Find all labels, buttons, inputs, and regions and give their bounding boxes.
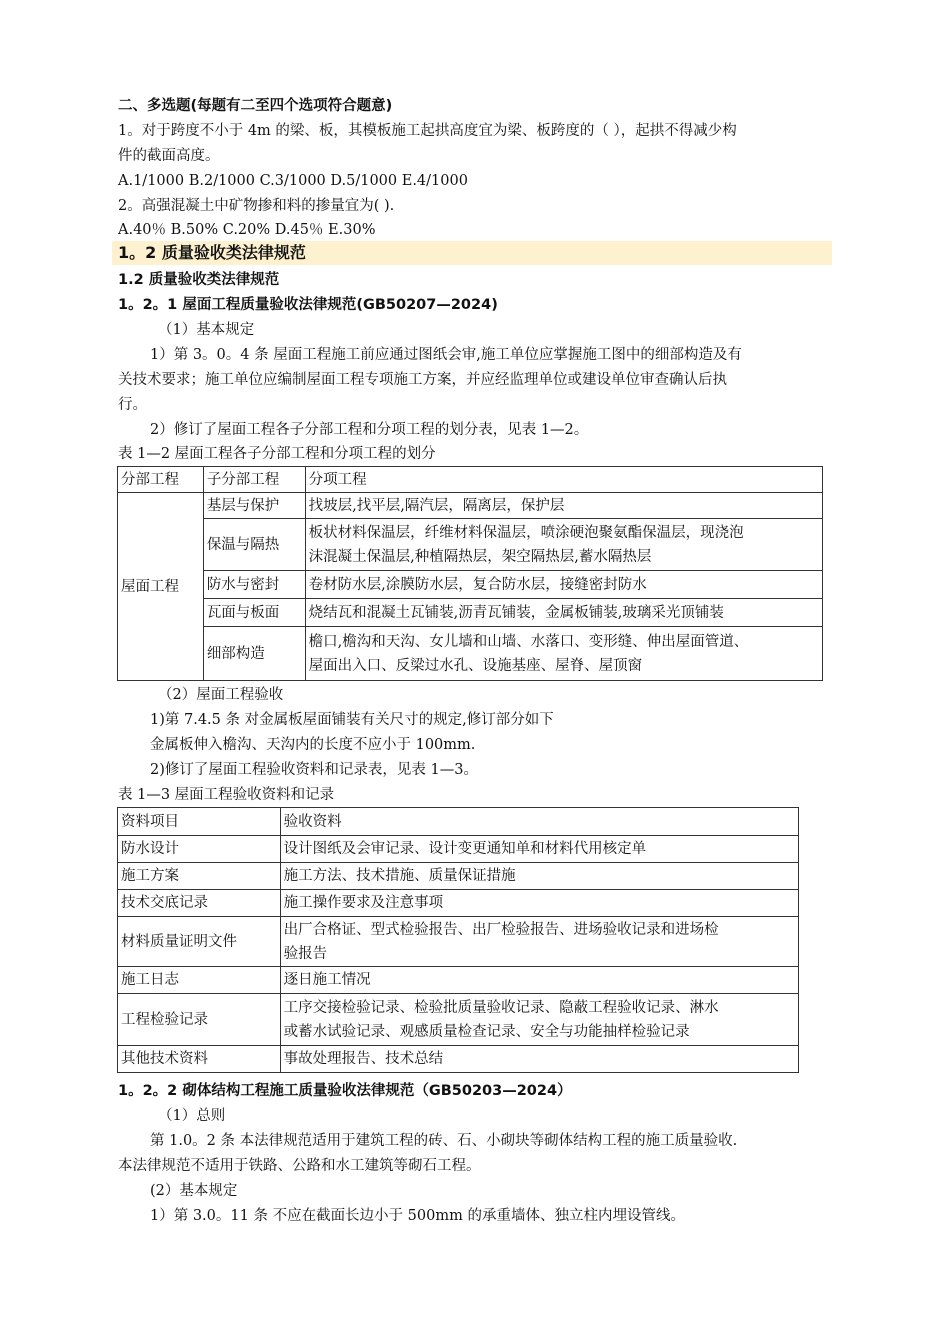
basic-rules-2-heading: (2）基本规定 [150, 1183, 238, 1199]
table-header-cell: 验收资料 [280, 808, 798, 836]
record-item-cell: 施工方案 [118, 863, 281, 890]
paragraph-6: 1）第 3.0。11 条 不应在截面长边小于 500mm 的承重墙体、独立柱内埋设管线。 [150, 1208, 685, 1224]
question-2-options: A.40％ B.50% C.20% D.45％ E.30% [118, 222, 376, 238]
record-content-cell [280, 967, 798, 994]
table-row [118, 627, 823, 681]
content-line: 逐日施工情况 [283, 972, 371, 988]
section-highlight-title: 1。2 质量验收类法律规范 [118, 243, 306, 262]
record-content-cell [280, 917, 798, 967]
record-item-cell: 工程检验记录 [118, 994, 281, 1046]
record-content-cell [280, 1046, 798, 1073]
item-line: 烧结瓦和混凝土瓦铺装,沥青瓦铺装，金属板铺装,玻璃采光顶铺装 [308, 604, 724, 621]
record-content-cell [280, 836, 798, 863]
question-1-text: 1。对于跨度不小于 4m 的梁、板，其模板施工起拱高度宜为梁、板跨度的（ ），起拱不得减少构 [118, 123, 737, 139]
paragraph-5-line-1: 第 1.0。2 条 本法律规范适用于建筑工程的砖、石、小砌块等砌体结构工程的施工质量验收. [150, 1133, 738, 1149]
table-row [118, 967, 799, 994]
record-content-cell [280, 863, 798, 890]
content-line: 事故处理报告、技术总结 [283, 1051, 444, 1067]
paragraph-1-line-3: 行。 [118, 397, 147, 413]
sub-division-cell: 细部构造 [203, 627, 305, 681]
item-line: 屋面出入口、反梁过水孔、设施基座、屋脊、屋顶窗 [308, 657, 643, 674]
item-line: 檐口,檐沟和天沟、女儿墙和山墙、水落口、变形缝、伸出屋面管道、 [308, 633, 749, 650]
item-cell [305, 493, 822, 519]
paragraph-3-line-1: 1)第 7.4.5 条 对金属板屋面铺装有关尺寸的规定,修订部分如下 [150, 712, 554, 728]
division-cell: 屋面工程 [118, 493, 204, 681]
table-row [118, 836, 799, 863]
record-item-cell: 施工日志 [118, 967, 281, 994]
paragraph-4: 2)修订了屋面工程验收资料和记录表，见表 1—3。 [150, 762, 478, 778]
item-cell [305, 571, 822, 599]
section-title: 1.2 质量验收类法律规范 [118, 272, 280, 288]
content-line: 出厂合格证、型式检验报告、出厂检验报告、进场验收记录和进场检 [283, 921, 719, 938]
paragraph-5-line-2: 本法律规范不适用于铁路、公路和水工建筑等砌石工程。 [118, 1158, 481, 1174]
sub-division-cell: 防水与密封 [203, 571, 305, 599]
item-line: 找坡层,找平层,隔汽层，隔离层，保护层 [308, 497, 565, 514]
paragraph-3-line-2: 金属板伸入檐沟、天沟内的长度不应小于 100mm. [150, 737, 476, 753]
sub-division-cell: 基层与保护 [203, 493, 305, 519]
table-row [118, 519, 823, 571]
table-header-cell: 分项工程 [305, 467, 822, 493]
table-header-cell: 子分部工程 [203, 467, 305, 493]
record-item-cell: 防水设计 [118, 836, 281, 863]
content-line: 施工操作要求及注意事项 [283, 895, 444, 911]
multi-choice-heading: 二、多选题(每题有二至四个选项符合题意) [118, 98, 393, 114]
table-row [118, 599, 823, 627]
item-line: 沫混凝土保温层,种植隔热层，架空隔热层,蓄水隔热层 [308, 548, 652, 565]
content-line: 施工方法、技术措施、质量保证措施 [283, 868, 516, 884]
item-line: 卷材防水层,涂膜防水层，复合防水层，接缝密封防水 [308, 576, 647, 593]
question-2-text: 2。高强混凝土中矿物掺和料的掺量宜为( ). [118, 198, 395, 214]
paragraph-2: 2）修订了屋面工程各子分部工程和分项工程的划分表，见表 1—2。 [150, 422, 589, 438]
paragraph-1-line-2: 关技术要求；施工单位应编制屋面工程专项施工方案，并应经监理单位或建设单位审查确认后执 [118, 372, 727, 388]
table-header-row [118, 467, 823, 493]
general-heading: （1）总则 [158, 1108, 226, 1124]
record-item-cell: 材料质量证明文件 [118, 917, 281, 967]
content-line: 验报告 [283, 945, 328, 962]
content-line: 设计图纸及会审记录、设计变更通知单和材料代用核定单 [283, 841, 647, 857]
paragraph-1-line-1: 1）第 3。0。4 条 屋面工程施工前应通过图纸会审,施工单位应掌握施工图中的细部构造及有 [150, 347, 742, 363]
subsection-2-title: 1。2。2 砌体结构工程施工质量验收法律规范（GB50203—2024） [118, 1083, 572, 1099]
table-row [118, 571, 823, 599]
record-item-cell: 技术交底记录 [118, 890, 281, 917]
content-line: 工序交接检验记录、检验批质量验收记录、隐蔽工程验收记录、淋水 [283, 999, 719, 1016]
table-1-3 [117, 807, 799, 1073]
item-line: 板状材料保温层，纤维材料保温层，喷涂硬泡聚氨酯保温层，现浇泡 [308, 524, 744, 541]
table-row [118, 917, 799, 967]
table-1-3-caption: 表 1—3 屋面工程验收资料和记录 [118, 787, 335, 803]
table-row [118, 994, 799, 1046]
item-cell [305, 627, 822, 681]
table-header-row [118, 808, 799, 836]
record-content-cell [280, 890, 798, 917]
table-row [118, 1046, 799, 1073]
table-header-cell: 资料项目 [118, 808, 281, 836]
record-content-cell [280, 994, 798, 1046]
table-1-2 [117, 466, 823, 681]
table-header-cell: 分部工程 [118, 467, 204, 493]
record-item-cell: 其他技术资料 [118, 1046, 281, 1073]
table-row [118, 890, 799, 917]
question-1-text-cont: 件的截面高度。 [118, 148, 220, 164]
acceptance-heading: （2）屋面工程验收 [158, 687, 284, 703]
item-cell [305, 519, 822, 571]
sub-division-cell: 保温与隔热 [203, 519, 305, 571]
item-cell [305, 599, 822, 627]
question-1-options: A.1/1000 B.2/1000 C.3/1000 D.5/1000 E.4/1000 [118, 173, 468, 189]
subsection-1-title: 1。2。1 屋面工程质量验收法律规范(GB50207—2024) [118, 297, 498, 313]
table-row [118, 863, 799, 890]
table-row [118, 493, 823, 519]
basic-rules-heading: （1）基本规定 [158, 322, 255, 338]
sub-division-cell: 瓦面与板面 [203, 599, 305, 627]
content-line: 或蓄水试验记录、观感质量检查记录、安全与功能抽样检验记录 [283, 1023, 690, 1040]
table-1-2-caption: 表 1—2 屋面工程各子分部工程和分项工程的划分 [118, 446, 436, 462]
